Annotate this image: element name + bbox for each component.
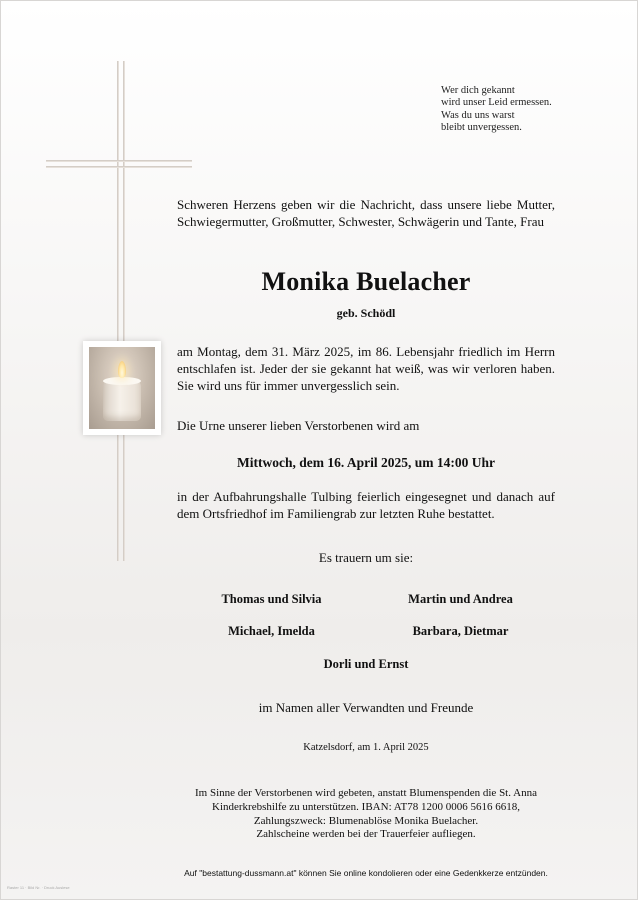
candle-photo: [89, 347, 155, 429]
donation-line: Zahlungszweck: Blumenablöse Monika Buelacher.: [253, 814, 479, 827]
candle-body: [103, 381, 141, 421]
poem: [441, 85, 611, 134]
mourner-entry: Barbara, Dietmar: [412, 624, 509, 638]
cross-horizontal-beam: [46, 160, 192, 162]
poem-line: wird unser Leid ermessen.: [441, 97, 552, 109]
mourner-entry: Martin und Andrea: [408, 592, 513, 606]
mourners-heading: Es trauern um sie:: [318, 550, 414, 565]
footer-code: Raster 11 · Bild Nr. · Druck Auslese: [7, 885, 70, 890]
relatives-line: im Namen aller Verwandten und Freunde: [258, 700, 474, 715]
candle-flame: [118, 361, 126, 378]
ceremony-date: Mittwoch, dem 16. April 2025, um 14:00 Uhr: [237, 455, 495, 470]
place-date: Katzelsdorf, am 1. April 2025: [303, 742, 429, 753]
birth-name: geb. Schödl: [336, 306, 396, 320]
poem-line: Wer dich gekannt: [441, 85, 515, 96]
ceremony-place: in der Aufbahrungshalle Tulbing feierlich eingesegnet und danach auf dem Ortsfriedhof im Familiengrab zur letzten Ruhe bestattet.: [177, 489, 555, 521]
online-condolence-note: Auf "bestattung-dussmann.at" können Sie online kondolieren oder eine Gedenkkerze entzünden.: [184, 868, 548, 878]
candle-top: [103, 377, 141, 385]
urn-text: Die Urne unserer lieben Verstorbenen wird am: [177, 418, 420, 433]
death-text: am Montag, dem 31. März 2025, im 86. Lebensjahr friedlich im Herrn entschlafen ist. Jeder der sie gekannt hat weiß, was wir verloren haben. Sie wird uns für immer unvergesslich sein.: [177, 344, 555, 393]
donation-request: [177, 787, 555, 842]
candle-icon: [83, 341, 161, 435]
donation-line: Zahlscheine werden bei der Trauerfeier aufliegen.: [256, 828, 476, 841]
donation-line: Im Sinne der Verstorbenen wird gebeten, anstatt Blumenspenden die St. Anna: [195, 787, 537, 799]
cross-vertical-beam: [123, 61, 125, 561]
mourner-entry: Dorli und Ernst: [323, 657, 409, 671]
poem-line: bleibt unvergessen.: [441, 121, 522, 133]
poem-line: Was du uns warst: [441, 109, 515, 121]
donation-line: Kinderkrebshilfe zu unterstützen. IBAN: AT78 1200 0006 5616 6618,: [212, 800, 520, 813]
intro-text: Schweren Herzens geben wir die Nachricht, dass unsere liebe Mutter, Schwiegermutter, Großmutter, Schwester, Schwägerin und Tante, Frau: [177, 197, 555, 229]
mourner-entry: Thomas und Silvia: [221, 592, 322, 606]
cross-horizontal-beam: [46, 166, 192, 168]
mourner-entry: Michael, Imelda: [228, 624, 315, 638]
cross-vertical-beam: [117, 61, 119, 561]
deceased-name: Monika Buelacher: [261, 267, 471, 296]
